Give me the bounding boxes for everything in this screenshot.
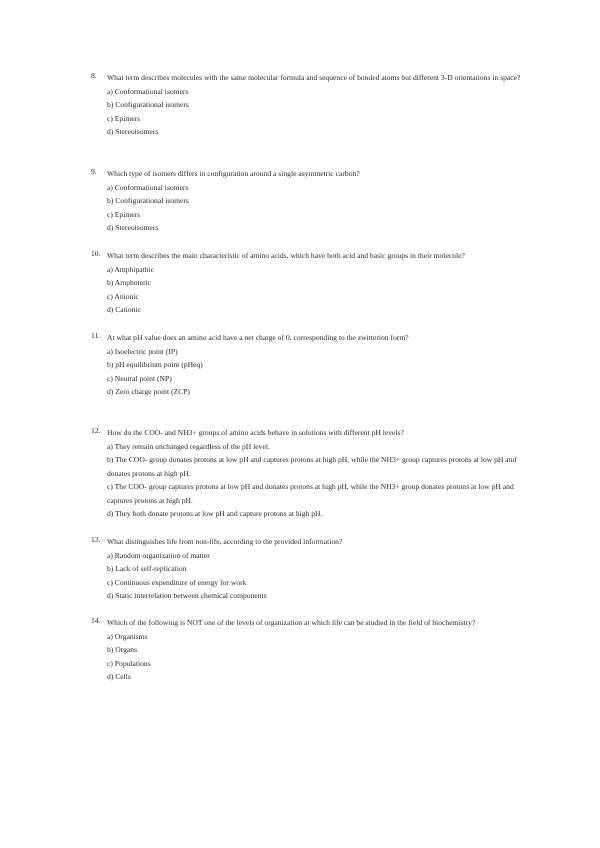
answer-option: d) Static interrelation between chemical components (107, 591, 267, 600)
answer-option: a) Isoelectric point (IP) (107, 346, 178, 356)
question-11 (91, 331, 531, 399)
question-number: 13. (91, 535, 101, 544)
question-text: How do the COO- and NH3+ groups of amino acids behave in solutions with different pH levels? (107, 428, 404, 437)
question-text: Which of the following is NOT one of the levels of organization at which life can be studied in the field of biochemistry? (107, 618, 476, 627)
question-10 (91, 249, 531, 317)
question-8 (91, 71, 531, 139)
answer-options (107, 263, 531, 317)
answer-option: a) Random organization of matter (107, 550, 210, 560)
answer-options (107, 85, 531, 139)
answer-option: c) The COO- group captures protons at low pH and donates protons at high pH, while the NH3+ group donates protons at low pH and captures protons at high pH. (107, 482, 514, 505)
answer-option: d) Cationic (107, 305, 141, 314)
answer-option: a) Organisms (107, 631, 148, 641)
question-9 (91, 167, 531, 235)
answer-option: d) Stereoisomers (107, 223, 159, 232)
answer-option: d) They both donate protons at low pH and capture protons at high pH. (107, 509, 323, 518)
question-number: 8. (91, 71, 97, 80)
answer-option: c) Anionic (107, 291, 139, 301)
answer-options (107, 630, 531, 684)
answer-option: b) The COO- group donates protons at low pH and captures protons at high pH, while the NH3+ group captures protons at low pH and donates protons at high pH. (107, 455, 517, 478)
question-number: 11. (91, 331, 101, 340)
question-text: What term describes molecules with the same molecular formula and sequence of bonded atoms but different 3-D orientations in space? (107, 73, 521, 82)
answer-option: a) They remain unchanged regardless of the pH level. (107, 441, 270, 451)
answer-option: b) Organs (107, 645, 138, 654)
question-text: What term describes the main characteristic of amino acids, which have both acid and basic groups in their molecule? (107, 251, 465, 260)
question-text: At what pH value does an amino acid have a net charge of 0, corresponding to the zwitterion form? (107, 333, 409, 342)
answer-option: c) Epimers (107, 113, 141, 123)
answer-option: d) Cells (107, 672, 131, 681)
answer-option: c) Epimers (107, 209, 141, 219)
answer-option: c) Neutral point (NP) (107, 373, 172, 383)
answer-option: d) Zero charge point (ZCP) (107, 387, 190, 396)
answer-option: d) Stereoisomers (107, 127, 159, 136)
question-number: 14. (91, 616, 101, 625)
answer-option: c) Populations (107, 658, 151, 668)
question-number: 12. (91, 426, 101, 435)
answer-option: b) pH equilibrium point (pHeq) (107, 360, 203, 369)
answer-options (107, 440, 531, 521)
answer-option: a) Conformational isomers (107, 182, 189, 192)
answer-option: b) Lack of self-replication (107, 564, 187, 573)
answer-options (107, 345, 531, 399)
question-14 (91, 616, 531, 684)
answer-options (107, 549, 531, 603)
question-text: Which type of isomers differs in configuration around a single asymmetric carbon? (107, 169, 360, 178)
question-number: 10. (91, 249, 101, 258)
answer-options (107, 181, 531, 235)
answer-option: a) Amphipathic (107, 264, 155, 274)
answer-option: c) Continuous expenditure of energy for work (107, 577, 247, 587)
question-text: What distinguishes life from non-life, according to the provided information? (107, 537, 343, 546)
answer-option: b) Configurational isomers (107, 100, 189, 109)
answer-option: b) Amphoteric (107, 278, 152, 287)
question-13 (91, 535, 531, 603)
answer-option: b) Configurational isomers (107, 196, 189, 205)
question-number: 9. (91, 167, 97, 176)
answer-option: a) Conformational isomers (107, 86, 189, 96)
question-12 (91, 426, 531, 521)
